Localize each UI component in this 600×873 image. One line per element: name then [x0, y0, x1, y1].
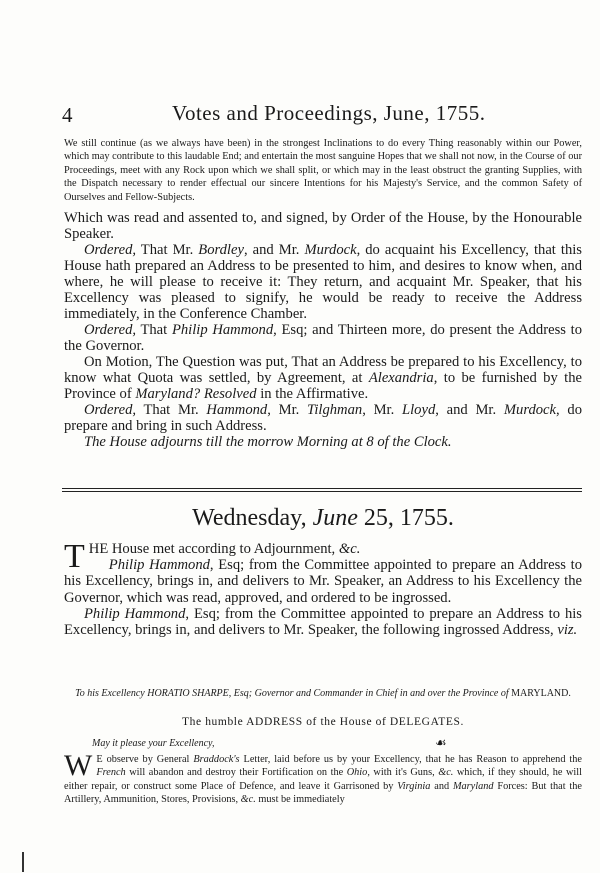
minutes-paragraph-3: Ordered, That Philip Hammond, Esq; and Thirteen more, do present the Address to the Governor.: [64, 322, 582, 354]
page-header: [62, 101, 582, 131]
address-recipient: To his Excellency HORATIO SHARPE, Esq; Governor and Commander in Chief in and over the Province of MARYLAND.: [75, 688, 571, 699]
address-letter: W E observe by General Braddock's Letter, laid before us by your Excellency, that he has Reason to apprehend the French will abandon and destroy their Fortification on the Ohio, with it's Guns, &c. which, if they should, he will either repair, or construct some Place of Defence, and leave it Garrisoned by Virginia and Maryland Forces: But that the Artillery, Ammunition, Stores, Provisions, &c. must be immediately: [64, 749, 583, 806]
day-heading: Wednesday, June 25, 1755.: [192, 505, 454, 531]
minutes-paragraph-5: Ordered, That Mr. Hammond, Mr. Tilghman, Mr. Lloyd, and Mr. Murdock, do prepare and bring in such Address.: [64, 402, 582, 434]
minutes-paragraph-2: Ordered, That Mr. Bordley, and Mr. Murdock, do acquaint his Excellency, that this House hath prepared an Address to be presented to him, and desires to know when, and where, he will please to receive it: They return, and acquaint Mr. Speaker, that his Excellency was pleased to signify, he would be ready to receive the Address immediately, in the Conference Chamber.: [64, 242, 582, 322]
address-title: The humble ADDRESS of the House of DELEGATES.: [182, 716, 464, 728]
minutes-paragraph-4: On Motion, The Question was put, That an Address be prepared to his Excellency, to know what Quota was settled, by Agreement, at Alexandria, to be furnished by the Province of Maryland? Resolved in the Affirmative.: [64, 354, 583, 402]
section-rule-bottom: [62, 491, 582, 492]
day-paragraph-1: THE House met according to Adjournment, &c.: [64, 538, 361, 575]
day-section: [64, 538, 582, 639]
top-paragraph: We still continue (as we always have been) in the strongest Inclinations to do every Thing reasonably within our Power, which may contribute to this laudable End; and entertain the most sanguine Hopes that we shall not now, in the Course of our Proceedings, meet with any Rock upon which we shall split, or which may in the least obstruct the granting Supplies, with the Dispatch necessary to render effectual our sincere Intentions for his Majesty's Service, and the common Safety of Ourselves and Fellow-Subjects.: [64, 138, 582, 203]
section-rule-top: [62, 488, 582, 489]
drop-cap-w: W: [64, 749, 93, 782]
running-title: Votes and Proceedings, June, 1755.: [172, 101, 486, 125]
minutes-section: [64, 210, 582, 450]
minutes-paragraph-1: Which was read and assented to, and signed, by Order of the House, by the Honourable Speaker.: [64, 210, 582, 242]
day-paragraph-3: Philip Hammond, Esq; from the Committee appointed to prepare an Address to his Excellency, brings in, and delivers to Mr. Speaker, the following ingrossed Address, viz.: [64, 605, 582, 639]
salutation: May it please your Excellency,: [92, 738, 215, 749]
adjournment-line: The House adjourns till the morrow Morning at 8 of the Clock.: [84, 434, 452, 450]
ornament-icon: ☙: [435, 735, 447, 750]
drop-cap: T: [64, 538, 85, 575]
day-paragraph-2: Philip Hammond, Esq; from the Committee appointed to prepare an Address to his Excellency, brings in, and delivers to Mr. Speaker, an Address to his Excellency the Governor, which was read, approved, and ordered to be ingrossed.: [64, 557, 582, 606]
page-number: 4: [62, 103, 73, 127]
scan-margin-mark: [22, 852, 24, 872]
